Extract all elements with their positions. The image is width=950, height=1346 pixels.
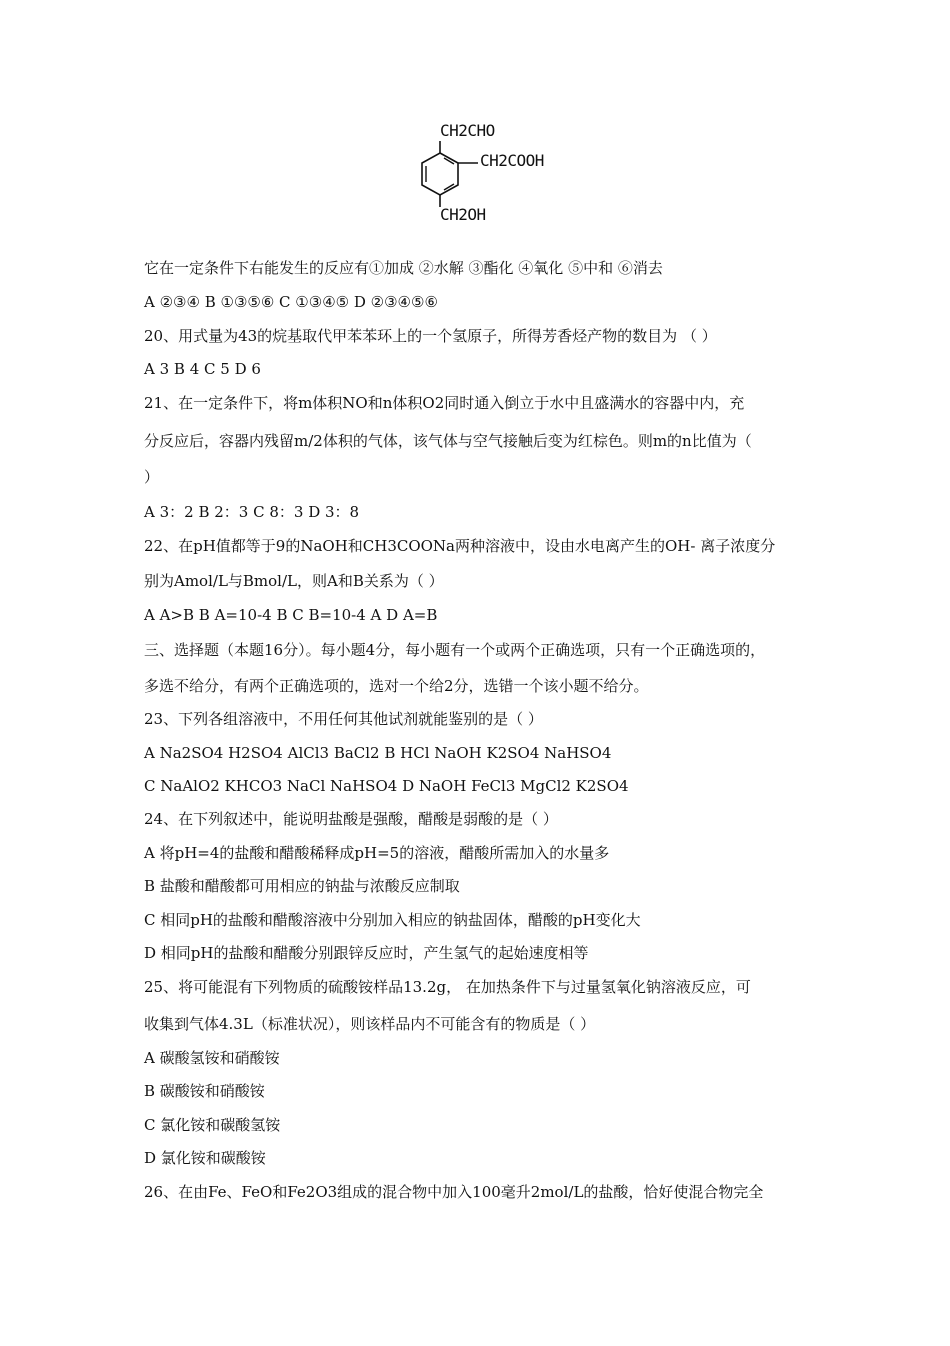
text-line: A ②③④ B ①③⑤⑥ C ①③④⑤ D ②③④⑤⑥: [144, 293, 438, 311]
text-line: 23、下列各组溶液中，不用任何其他试剂就能鉴别的是（ ）: [144, 710, 543, 728]
chemical-structure-diagram: [400, 115, 580, 235]
text-line: 26、在由Fe、FeO和Fe2O3组成的混合物中加入100毫升2mol/L的盐酸，恰好使混合物完全: [144, 1183, 764, 1201]
text-line: A 3：2 B 2：3 C 8：3 D 3：8: [144, 503, 360, 521]
text-line: A 将pH=4的盐酸和醋酸稀释成pH=5的溶液，醋酸所需加入的水量多: [144, 844, 610, 862]
text-line: C NaAlO2 KHCO3 NaCl NaHSO4 D NaOH FeCl3 MgCl2 K2SO4: [144, 777, 629, 795]
text-line: 三、选择题（本题16分）。每小题4分，每小题有一个或两个正确选项，只有一个正确选项的，: [144, 641, 766, 659]
text-line: 21、在一定条件下，将m体积NO和n体积O2同时通入倒立于水中且盛满水的容器中内，充: [144, 394, 745, 412]
text-line: 24、在下列叙述中，能说明盐酸是强酸，醋酸是弱酸的是（ ）: [144, 810, 558, 828]
text-line: 别为Amol/L与Bmol/L，则A和B关系为（ ）: [144, 572, 444, 590]
text-line: 收集到气体4.3L（标准状况），则该样品内不可能含有的物质是（ ）: [144, 1015, 596, 1033]
text-line: A 3 B 4 C 5 D 6: [144, 360, 261, 378]
text-line: C 氯化铵和碳酸氢铵: [144, 1116, 281, 1134]
text-line: D 氯化铵和碳酸铵: [144, 1149, 266, 1167]
text-line: 分反应后，容器内残留m/2体积的气体，该气体与空气接触后变为红棕色。则m的n比值为（: [144, 432, 752, 450]
substituent-ch2cho: CH2CHO: [440, 121, 495, 140]
text-line: B 碳酸铵和硝酸铵: [144, 1082, 265, 1100]
text-line: A A>B B A=10-4 B C B=10-4 A D A=B: [144, 606, 438, 624]
text-line: B 盐酸和醋酸都可用相应的钠盐与浓酸反应制取: [144, 877, 460, 895]
text-line: 22、在pH值都等于9的NaOH和CH3COONa两种溶液中，设由水电离产生的OH- 离子浓度分: [144, 537, 776, 555]
text-line: C 相同pH的盐酸和醋酸溶液中分别加入相应的钠盐固体，醋酸的pH变化大: [144, 911, 641, 929]
text-line: 20、用式量为43的烷基取代甲苯苯环上的一个氢原子，所得芳香烃产物的数目为 （ ）: [144, 327, 717, 345]
substituent-ch2oh: CH2OH: [440, 205, 486, 224]
text-line: A 碳酸氢铵和硝酸铵: [144, 1049, 280, 1067]
substituent-ch2cooh: CH2COOH: [480, 151, 544, 170]
text-line: D 相同pH的盐酸和醋酸分别跟锌反应时，产生氢气的起始速度相等: [144, 944, 589, 962]
text-line: 多选不给分，有两个正确选项的，选对一个给2分，选错一个该小题不给分。: [144, 677, 649, 695]
text-line: 它在一定条件下右能发生的反应有①加成 ②水解 ③酯化 ④氧化 ⑤中和 ⑥消去: [144, 259, 663, 277]
text-line: A Na2SO4 H2SO4 AlCl3 BaCl2 B HCl NaOH K2SO4 NaHSO4: [144, 744, 612, 762]
text-line: ）: [144, 468, 160, 486]
text-line: 25、将可能混有下列物质的硫酸铵样品13.2g， 在加热条件下与过量氢氧化钠溶液反应，可: [144, 978, 751, 996]
